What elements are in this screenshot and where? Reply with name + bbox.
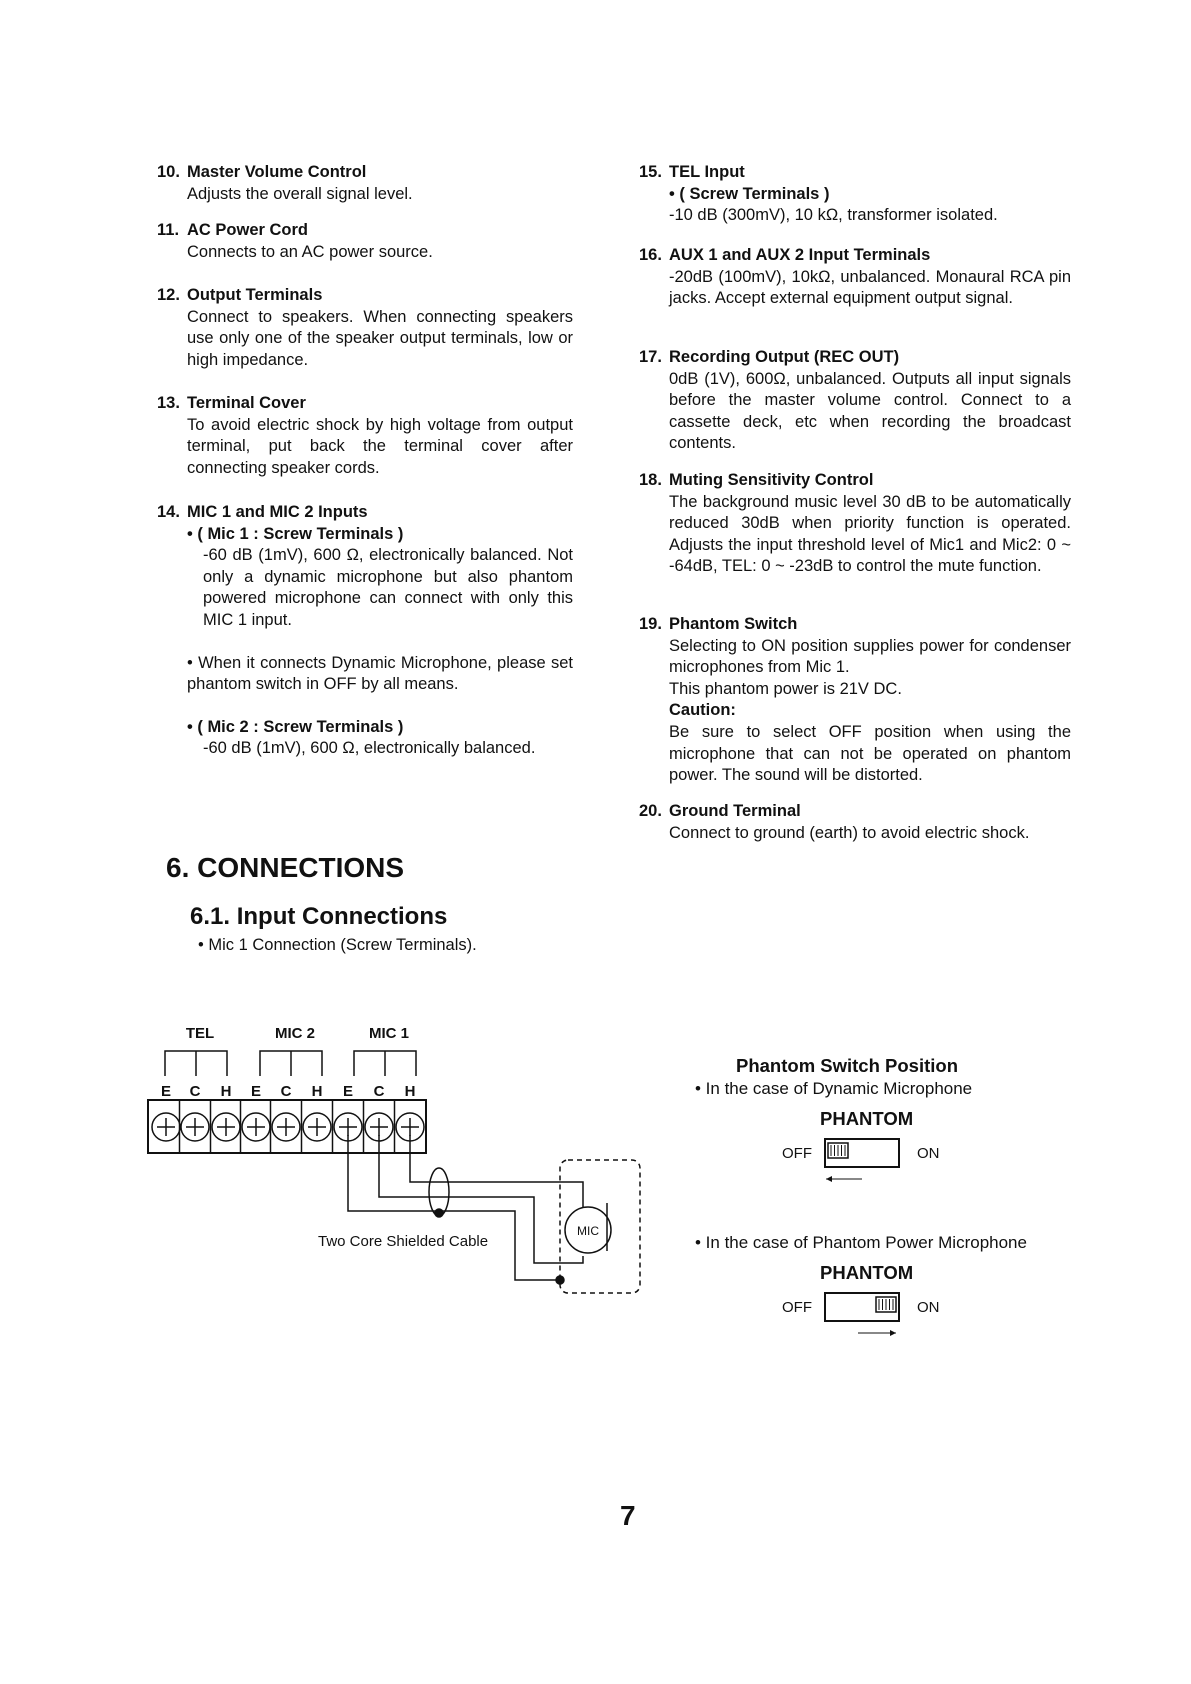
item-text: Connect to ground (earth) to avoid electric shock. bbox=[669, 823, 1030, 842]
item-18 bbox=[639, 470, 1071, 578]
pin-label: H bbox=[220, 1083, 232, 1100]
pin-label: E bbox=[250, 1083, 262, 1100]
mic1-heading: • ( Mic 1 : Screw Terminals ) bbox=[187, 524, 404, 543]
pin-label: H bbox=[404, 1083, 416, 1100]
item-title: Ground Terminal bbox=[669, 802, 801, 820]
page-number: 7 bbox=[620, 1500, 636, 1531]
section-heading: 6. CONNECTIONS bbox=[166, 852, 405, 883]
off-label: OFF bbox=[782, 1145, 812, 1162]
shield-junction-dot bbox=[435, 1209, 443, 1217]
mic2-text: -60 dB (1mV), 600 Ω, electronically balanced. bbox=[203, 739, 536, 758]
switch-knob bbox=[828, 1143, 848, 1158]
item-title: MIC 1 and MIC 2 Inputs bbox=[187, 503, 368, 521]
item-number: 15. bbox=[639, 163, 662, 181]
subsection-bullet: • Mic 1 Connection (Screw Terminals). bbox=[198, 936, 477, 954]
item-text: 0dB (1V), 600Ω, unbalanced. Outputs all input signals before the master volume control. Connect to a cassette deck, etc when recording the broadcast contents. bbox=[669, 369, 1071, 453]
item-1 bbox=[157, 220, 573, 263]
screw-plus-icon bbox=[308, 1118, 326, 1136]
item-15 bbox=[639, 162, 1071, 227]
off-label: OFF bbox=[782, 1299, 812, 1316]
item-text: Adjusts the overall signal level. bbox=[187, 184, 413, 203]
group-label: MIC 2 bbox=[274, 1025, 316, 1042]
item-17 bbox=[639, 347, 1071, 455]
item-16 bbox=[639, 245, 1071, 310]
on-label: ON bbox=[917, 1299, 940, 1316]
screw-plus-icon bbox=[247, 1118, 265, 1136]
mic2-heading: • ( Mic 2 : Screw Terminals ) bbox=[187, 717, 404, 736]
item-title: Phantom Switch bbox=[669, 615, 798, 633]
cable-wires bbox=[348, 1135, 583, 1280]
item-number: 18. bbox=[639, 471, 662, 489]
item-2 bbox=[157, 285, 573, 371]
on-label: ON bbox=[917, 1145, 940, 1162]
case-phantom: • In the case of Phantom Power Microphone bbox=[695, 1233, 1027, 1252]
item-14 bbox=[157, 502, 573, 760]
pin-label: C bbox=[189, 1083, 201, 1100]
mic1-text: -60 dB (1mV), 600 Ω, electronically balanced. Not only a dynamic microphone but also phantom powered microphone can connect with only this MIC 1 input. bbox=[203, 546, 573, 629]
dynamic-note: • When it connects Dynamic Microphone, please set phantom switch in OFF by all means. bbox=[187, 653, 573, 694]
mic-enclosure bbox=[560, 1160, 640, 1293]
item-0 bbox=[157, 162, 573, 205]
subsection-heading: 6.1. Input Connections bbox=[190, 903, 448, 930]
item-20 bbox=[639, 801, 1071, 844]
item-text: The background music level 30 dB to be automatically reduced 30dB when priority function is operated. Adjusts the input threshold level of Mic1 and Mic2: 0 ~ -64dB, TEL: 0 ~ -23dB to control the mute function. bbox=[669, 492, 1071, 576]
tel-heading: • ( Screw Terminals ) bbox=[669, 184, 830, 203]
arrow-right-icon bbox=[858, 1330, 896, 1336]
item-3 bbox=[157, 393, 573, 479]
item-19 bbox=[639, 614, 1071, 787]
caution-label: Caution: bbox=[669, 701, 736, 720]
arrow-left-icon bbox=[826, 1176, 862, 1182]
item-number: 14. bbox=[157, 503, 180, 521]
item-title: Terminal Cover bbox=[187, 394, 306, 412]
item-text: To avoid electric shock by high voltage from output terminal, put back the terminal cover after connecting speaker cords. bbox=[187, 415, 573, 477]
screw-plus-icon bbox=[217, 1118, 235, 1136]
case-dynamic: • In the case of Dynamic Microphone bbox=[695, 1079, 973, 1098]
cable-label: Two Core Shielded Cable bbox=[318, 1233, 489, 1250]
wiring-diagram bbox=[140, 1010, 670, 1310]
mic-label: MIC bbox=[577, 1224, 599, 1238]
screw-plus-icon bbox=[339, 1118, 357, 1136]
screw-plus-icon bbox=[277, 1118, 295, 1136]
item-title: TEL Input bbox=[669, 163, 745, 181]
screw-plus-icon bbox=[157, 1118, 175, 1136]
item-title: Muting Sensitivity Control bbox=[669, 471, 874, 489]
group-label: MIC 1 bbox=[368, 1025, 410, 1042]
phantom-text: Selecting to ON position supplies power for condenser microphones from Mic 1. bbox=[669, 636, 1071, 677]
item-number: 16. bbox=[639, 246, 662, 264]
item-number: 12. bbox=[157, 286, 180, 304]
phantom-label: PHANTOM bbox=[820, 1108, 914, 1129]
screw-plus-icon bbox=[186, 1118, 204, 1136]
item-title: Master Volume Control bbox=[187, 163, 367, 181]
pin-label: E bbox=[160, 1083, 172, 1100]
screw-plus-icon bbox=[370, 1118, 388, 1136]
phantom-title: Phantom Switch Position bbox=[736, 1055, 959, 1076]
item-number: 17. bbox=[639, 348, 662, 366]
item-number: 13. bbox=[157, 394, 180, 412]
caution-text: Be sure to select OFF position when using the microphone that can not be operated on phantom power. The sound will be distorted. bbox=[669, 722, 1071, 785]
item-text: -20dB (100mV), 10kΩ, unbalanced. Monaural RCA pin jacks. Accept external equipment output signal. bbox=[669, 267, 1071, 308]
item-number: 19. bbox=[639, 615, 662, 633]
item-title: Recording Output (REC OUT) bbox=[669, 348, 900, 366]
pin-label: H bbox=[311, 1083, 323, 1100]
pin-label: C bbox=[373, 1083, 385, 1100]
tel-text: -10 dB (300mV), 10 kΩ, transformer isolated. bbox=[669, 206, 998, 225]
item-number: 10. bbox=[157, 163, 180, 181]
item-number: 11. bbox=[157, 221, 180, 239]
phantom-slide-switch[interactable] bbox=[824, 1292, 904, 1338]
group-label: TEL bbox=[185, 1025, 215, 1042]
item-title: Output Terminals bbox=[187, 286, 323, 304]
group-brackets bbox=[165, 1051, 416, 1076]
phantom-voltage: This phantom power is 21V DC. bbox=[669, 679, 902, 698]
item-title: AC Power Cord bbox=[187, 221, 309, 239]
phantom-slide-switch[interactable] bbox=[824, 1138, 904, 1184]
item-number: 20. bbox=[639, 802, 662, 820]
pin-label: C bbox=[280, 1083, 292, 1100]
item-text: Connect to speakers. When connecting speakers use only one of the speaker output terminals, low or high impedance. bbox=[187, 307, 573, 369]
pin-label: E bbox=[342, 1083, 354, 1100]
item-title: AUX 1 and AUX 2 Input Terminals bbox=[669, 246, 931, 264]
item-text: Connects to an AC power source. bbox=[187, 242, 433, 261]
switch-knob bbox=[876, 1297, 896, 1312]
phantom-label: PHANTOM bbox=[820, 1262, 914, 1283]
screw-plus-icon bbox=[401, 1118, 419, 1136]
